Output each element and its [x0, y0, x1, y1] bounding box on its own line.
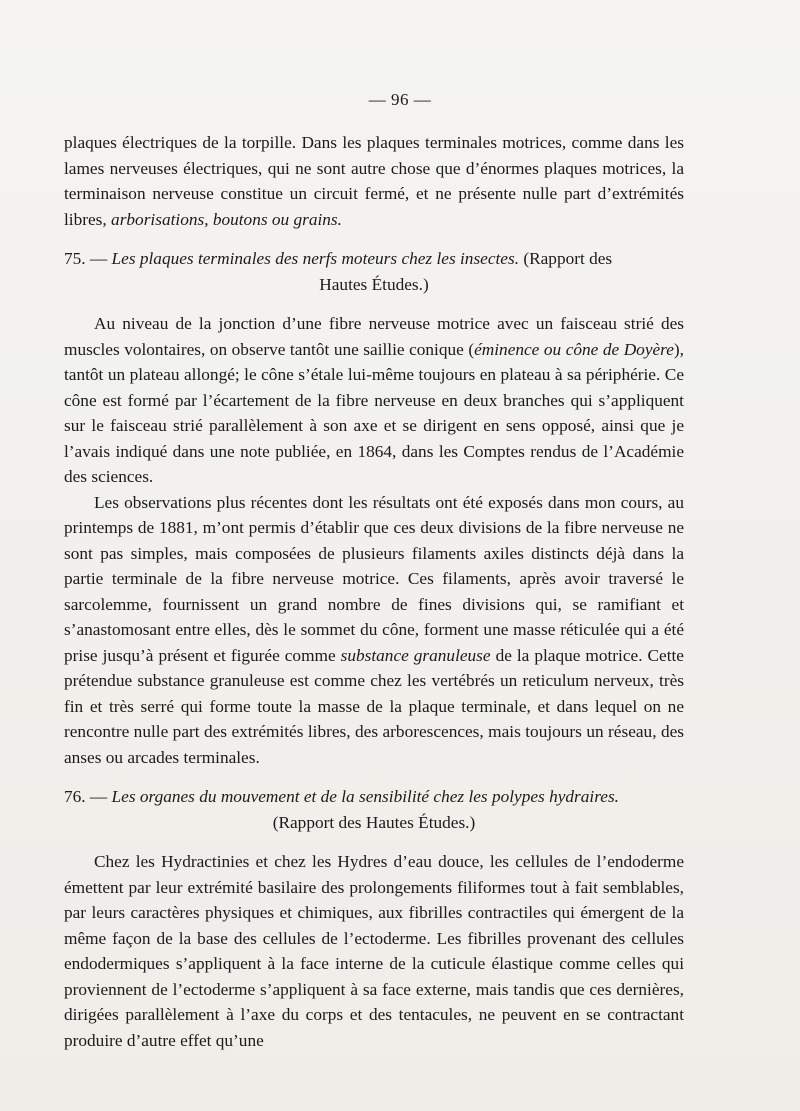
page-content: [64, 130, 684, 1053]
section-75-p2-italic: substance granuleuse: [340, 645, 491, 665]
section-75-p2-text-a: Les observations plus récentes dont les résultats ont été exposés dans mon cours, au printemps de 1881, m’ont permis d’établir que ces deux divisions de la fibre nerveuse ne sont pas simples, mais composées de plusieurs filaments axiles distincts déjà dans la partie terminale de la fibre nerveuse motrice. Ces filaments, après avoir traversé le sarcolemme, fournissent un grand nombre de fines divisions qui, se ramifiant et s’anastomosant entre elles, dès le sommet du cône, forment une masse réticulée qui a été prise jusqu’à présent et figurée comme: [64, 492, 684, 665]
section-75-paragraph-1: [64, 311, 684, 490]
page-number: — 96 —: [368, 90, 432, 109]
section-75-source-line: [64, 272, 684, 298]
section-76-heading: [64, 784, 684, 810]
section-75-title: Les plaques terminales des nerfs moteurs chez les insectes.: [111, 249, 520, 268]
section-75-number: 75.: [64, 249, 86, 268]
section-76-p1-text: Chez les Hydractinies et chez les Hydres d’eau douce, les cellules de l’endoderme émettent par leur extrémité basilaire des prolongements filiformes tout à fait semblables, par leurs caractères physiques et chimiques, aux fibrilles contractiles qui émergent de la même façon de la base des cellules de l’ectoderme. Les fibrilles provenant des cellules endodermiques s’appliquent à la face interne de la cuticule élastique comme celles qui proviennent de l’ectoderme s’appliquent à sa face externe, mais tandis que ces dernières, dirigées parallèlement à l’axe du corps et des tentacules, ne peuvent en se contractant produire d’autre effet qu’une: [64, 852, 684, 1050]
section-76-paragraph-1: [64, 849, 684, 1053]
intro-text: plaques électriques de la torpille. Dans les plaques terminales motrices, comme dans les lames nerveuses électriques, qui ne sont autre chose que d’énormes plaques motrices, la terminaison nerveuse constitue un circuit fermé, et ne présente nulle part d’extrémités libres,: [64, 133, 684, 229]
section-75-p1-text-a: Au niveau de la jonction d’une fibre nerveuse motrice avec un faisceau strié des muscles volontaires, on observe tantôt une saillie conique (: [64, 314, 684, 359]
section-75-p2-text-b: de la plaque motrice. Cette prétendue substance granuleuse est comme chez les vertébrés un reticulum nerveux, très fin et très serré qui forme toute la masse de la plaque terminale, et dans lequel on ne rencontre nulle part des extrémités libres, des arborescences, mais toujours un réseau, des anses ou arcades terminales.: [64, 645, 684, 767]
section-75-paragraph-2: [64, 490, 684, 771]
section-75-heading: [64, 246, 684, 272]
section-76-source: (Rapport des Hautes Études.): [272, 812, 476, 832]
intro-italic: arborisations, boutons ou grains.: [111, 209, 342, 229]
section-75-source-a: (Rapport des: [519, 249, 613, 268]
section-76-source-line: [64, 810, 684, 836]
section-75-p1-italic: éminence ou cône de Doyère: [474, 339, 674, 359]
intro-paragraph: [64, 130, 684, 232]
section-75-p1-text-b: ), tantôt un plateau allongé; le cône s’étale lui-même toujours en plateau à sa périphérie. Ce cône est formé par l’écartement de la fibre nerveuse en deux branches qui s’appliquent sur le faisceau strié parallèlement à son axe et se dirigent en sens opposé, ainsi que je l’avais indiqué dans une note publiée, en 1864, dans les Comptes rendus de l’Académie des sciences.: [64, 339, 684, 486]
section-76-number: 76.: [64, 787, 86, 806]
section-76-dash: —: [85, 787, 112, 806]
section-75-source-b: Hautes Études.): [319, 274, 429, 294]
section-75-dash: —: [85, 249, 112, 268]
section-76-title: Les organes du mouvement et de la sensibilité chez les polypes hydraires.: [111, 787, 619, 806]
